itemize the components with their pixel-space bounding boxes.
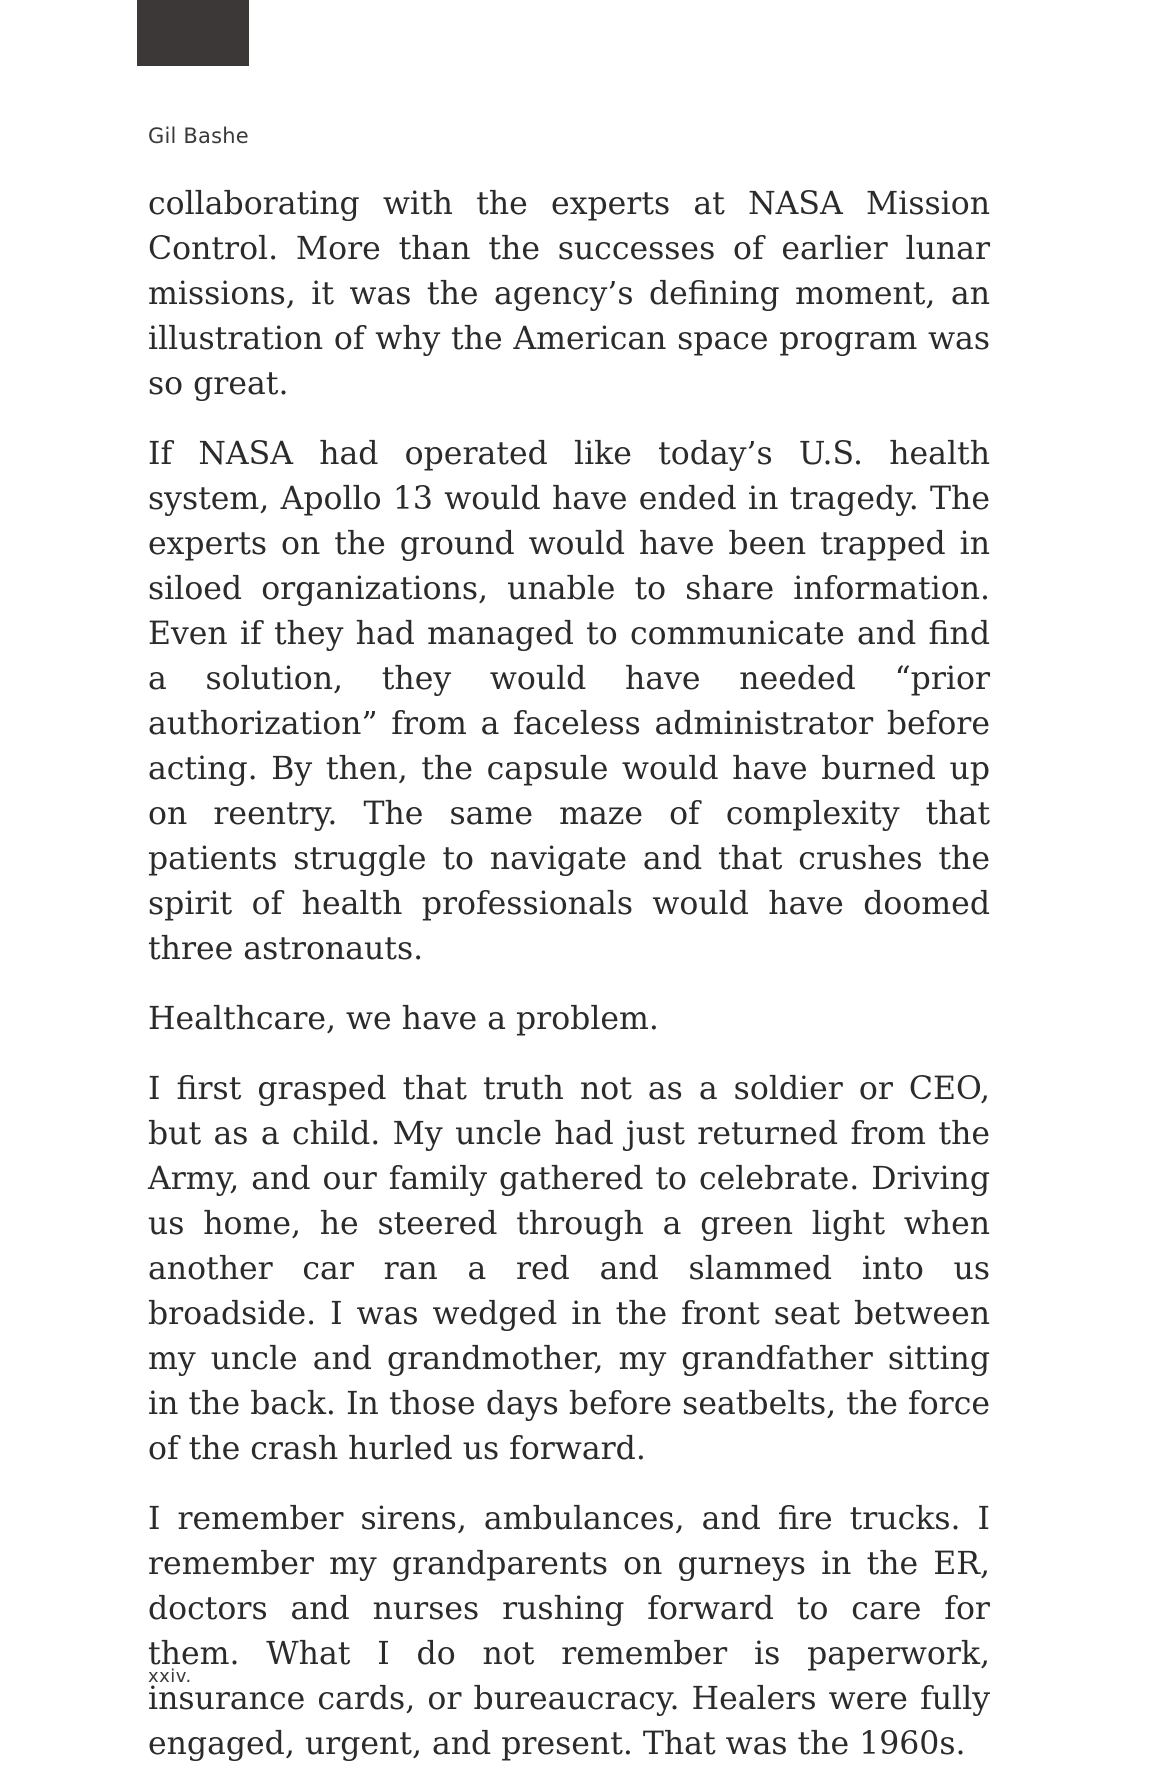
paragraph-3: Healthcare, we have a problem. <box>148 1001 659 1037</box>
body-text <box>148 182 990 1792</box>
paragraph-2: If NASA had operated like today’s U.S. health system, Apollo 13 would have ended in tragedy. The experts on the ground would have been trapped in siloed organizations, unable to share information. Even if they had managed to communicate and find a solution, they would have needed “prior authorization” from a faceless administrator before acting. By then, the capsule would have burned up on reentry. The same maze of complexity that patients struggle to navigate and that crushes the spirit of health professionals would have doomed three astronauts. <box>148 436 990 967</box>
paragraph-4: I first grasped that truth not as a soldier or CEO, but as a child. My uncle had just returned from the Army, and our family gathered to celebrate. Driving us home, he steered through a green light when another car ran a red and slammed into us broadside. I was wedged in the front seat between my uncle and grandmother, my grandfather sitting in the back. In those days before seatbelts, the force of the crash hurled us forward. <box>148 1071 990 1467</box>
paragraph-5: I remember sirens, ambulances, and fire trucks. I remember my grandparents on gurneys in the ER, doctors and nurses rushing forward to care for them. What I do not remember is paperwork, insurance cards, or bureaucracy. Healers were fully engaged, urgent, and present. That was the 1960s. <box>148 1501 990 1762</box>
paragraph-1: collaborating with the experts at NASA Mission Control. More than the successes of earlier lunar missions, it was the agency’s defining moment, an illustration of why the American space program was so great. <box>148 186 990 402</box>
corner-tab-block <box>137 0 249 66</box>
running-head-author: Gil Bashe <box>148 124 249 148</box>
page-number: xxiv. <box>148 1666 192 1687</box>
